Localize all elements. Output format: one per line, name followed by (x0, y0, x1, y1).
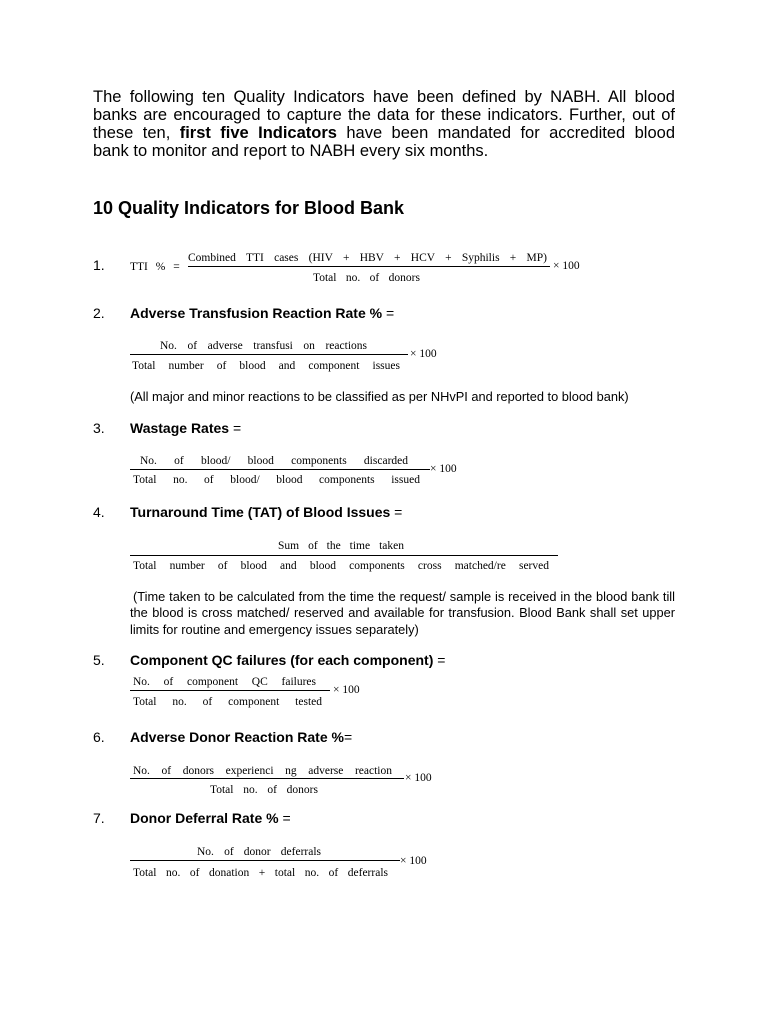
indicator-title (130, 503, 402, 521)
indicator-title (130, 651, 445, 669)
formula-numerator: Combined TTI cases (HIV + HBV + HCV + Syphilis + MP) (188, 252, 547, 264)
indicator-number: 3. (93, 420, 105, 436)
fraction-bar (130, 555, 558, 556)
indicator-title-text: Component QC failures (for each component) (130, 652, 434, 668)
equals-sign: = (433, 652, 446, 668)
formula-numerator: No. of component QC failures (133, 676, 316, 688)
intro-emphasis: first five Indicators (179, 124, 337, 142)
formula-multiplier: × 100 (333, 684, 360, 696)
equals-sign: = (229, 420, 242, 436)
formula-multiplier: × 100 (553, 260, 580, 272)
formula-multiplier: × 100 (400, 855, 427, 867)
intro-line: bank to monitor and report to NABH every six months. (93, 142, 489, 160)
indicator-title-text: Wastage Rates (130, 420, 230, 436)
indicator-title-text: Adverse Donor Reaction Rate % (130, 729, 344, 745)
formula-denominator: Total no. of donors (210, 784, 318, 796)
formula-denominator: Total no. of blood/ blood components issued (133, 474, 420, 486)
formula-multiplier: × 100 (410, 348, 437, 360)
formula-numerator: Sum of the time taken (278, 540, 404, 552)
formula-numerator: No. of donor deferrals (197, 846, 321, 858)
indicator-title-text: Turnaround Time (TAT) of Blood Issues (130, 504, 391, 520)
fraction-bar (188, 266, 550, 267)
formula-lhs: TTI % = (130, 261, 180, 273)
indicator-note-line: the blood is cross matched/ reserved and available for transfusion. Blood Bank shall set upper (130, 605, 675, 620)
indicator-note-line: limits for routine and emergency issues separately) (130, 622, 419, 637)
indicator-title (130, 809, 291, 827)
intro-line (93, 124, 675, 142)
formula-multiplier: × 100 (405, 772, 432, 784)
indicator-title-text: Donor Deferral Rate % (130, 810, 279, 826)
indicator-title (130, 304, 394, 322)
fraction-bar (130, 469, 430, 470)
formula-denominator: Total number of blood and component issues (132, 360, 400, 372)
fraction-bar (130, 354, 408, 355)
section-heading: 10 Quality Indicators for Blood Bank (93, 198, 405, 218)
intro-text: these ten, (93, 124, 180, 142)
formula-denominator: Total no. of donation + total no. of deferrals (133, 867, 388, 879)
indicator-number: 5. (93, 652, 105, 668)
formula-multiplier: × 100 (430, 463, 457, 475)
formula-numerator: No. of donors experienci ng adverse reaction (133, 765, 392, 777)
intro-paragraph (93, 88, 675, 160)
formula-numerator: No. of blood/ blood components discarded (140, 455, 408, 467)
indicator-title (130, 728, 352, 746)
indicator-number: 6. (93, 729, 105, 745)
fraction-bar (130, 690, 330, 691)
indicator-number: 1. (93, 257, 105, 273)
equals-sign: = (390, 504, 403, 520)
intro-line: banks are encouraged to capture the data for these indicators. Further, out of (93, 106, 675, 124)
indicator-number: 4. (93, 504, 105, 520)
formula-denominator: Total number of blood and blood components cross matched/re served (133, 560, 549, 572)
equals-sign: = (382, 305, 395, 321)
formula-denominator: Total no. of donors (313, 272, 420, 284)
formula-numerator: No. of adverse transfusi on reactions (160, 340, 367, 352)
indicator-note: (All major and minor reactions to be classified as per NHvPI and reported to blood bank) (130, 389, 629, 404)
indicator-number: 2. (93, 305, 105, 321)
equals-sign: = (278, 810, 291, 826)
indicator-number: 7. (93, 810, 105, 826)
fraction-bar (130, 778, 404, 779)
formula-denominator: Total no. of component tested (133, 696, 322, 708)
indicator-note-line: (Time taken to be calculated from the time the request/ sample is received in the blood bank till (133, 589, 675, 604)
equals-sign: = (343, 729, 353, 745)
fraction-bar (130, 860, 400, 861)
indicator-title-text: Adverse Transfusion Reaction Rate % (130, 305, 383, 321)
indicator-title (130, 419, 241, 437)
intro-text: have been mandated for accredited blood (336, 124, 676, 142)
intro-line: The following ten Quality Indicators have been defined by NABH. All blood (93, 88, 675, 106)
